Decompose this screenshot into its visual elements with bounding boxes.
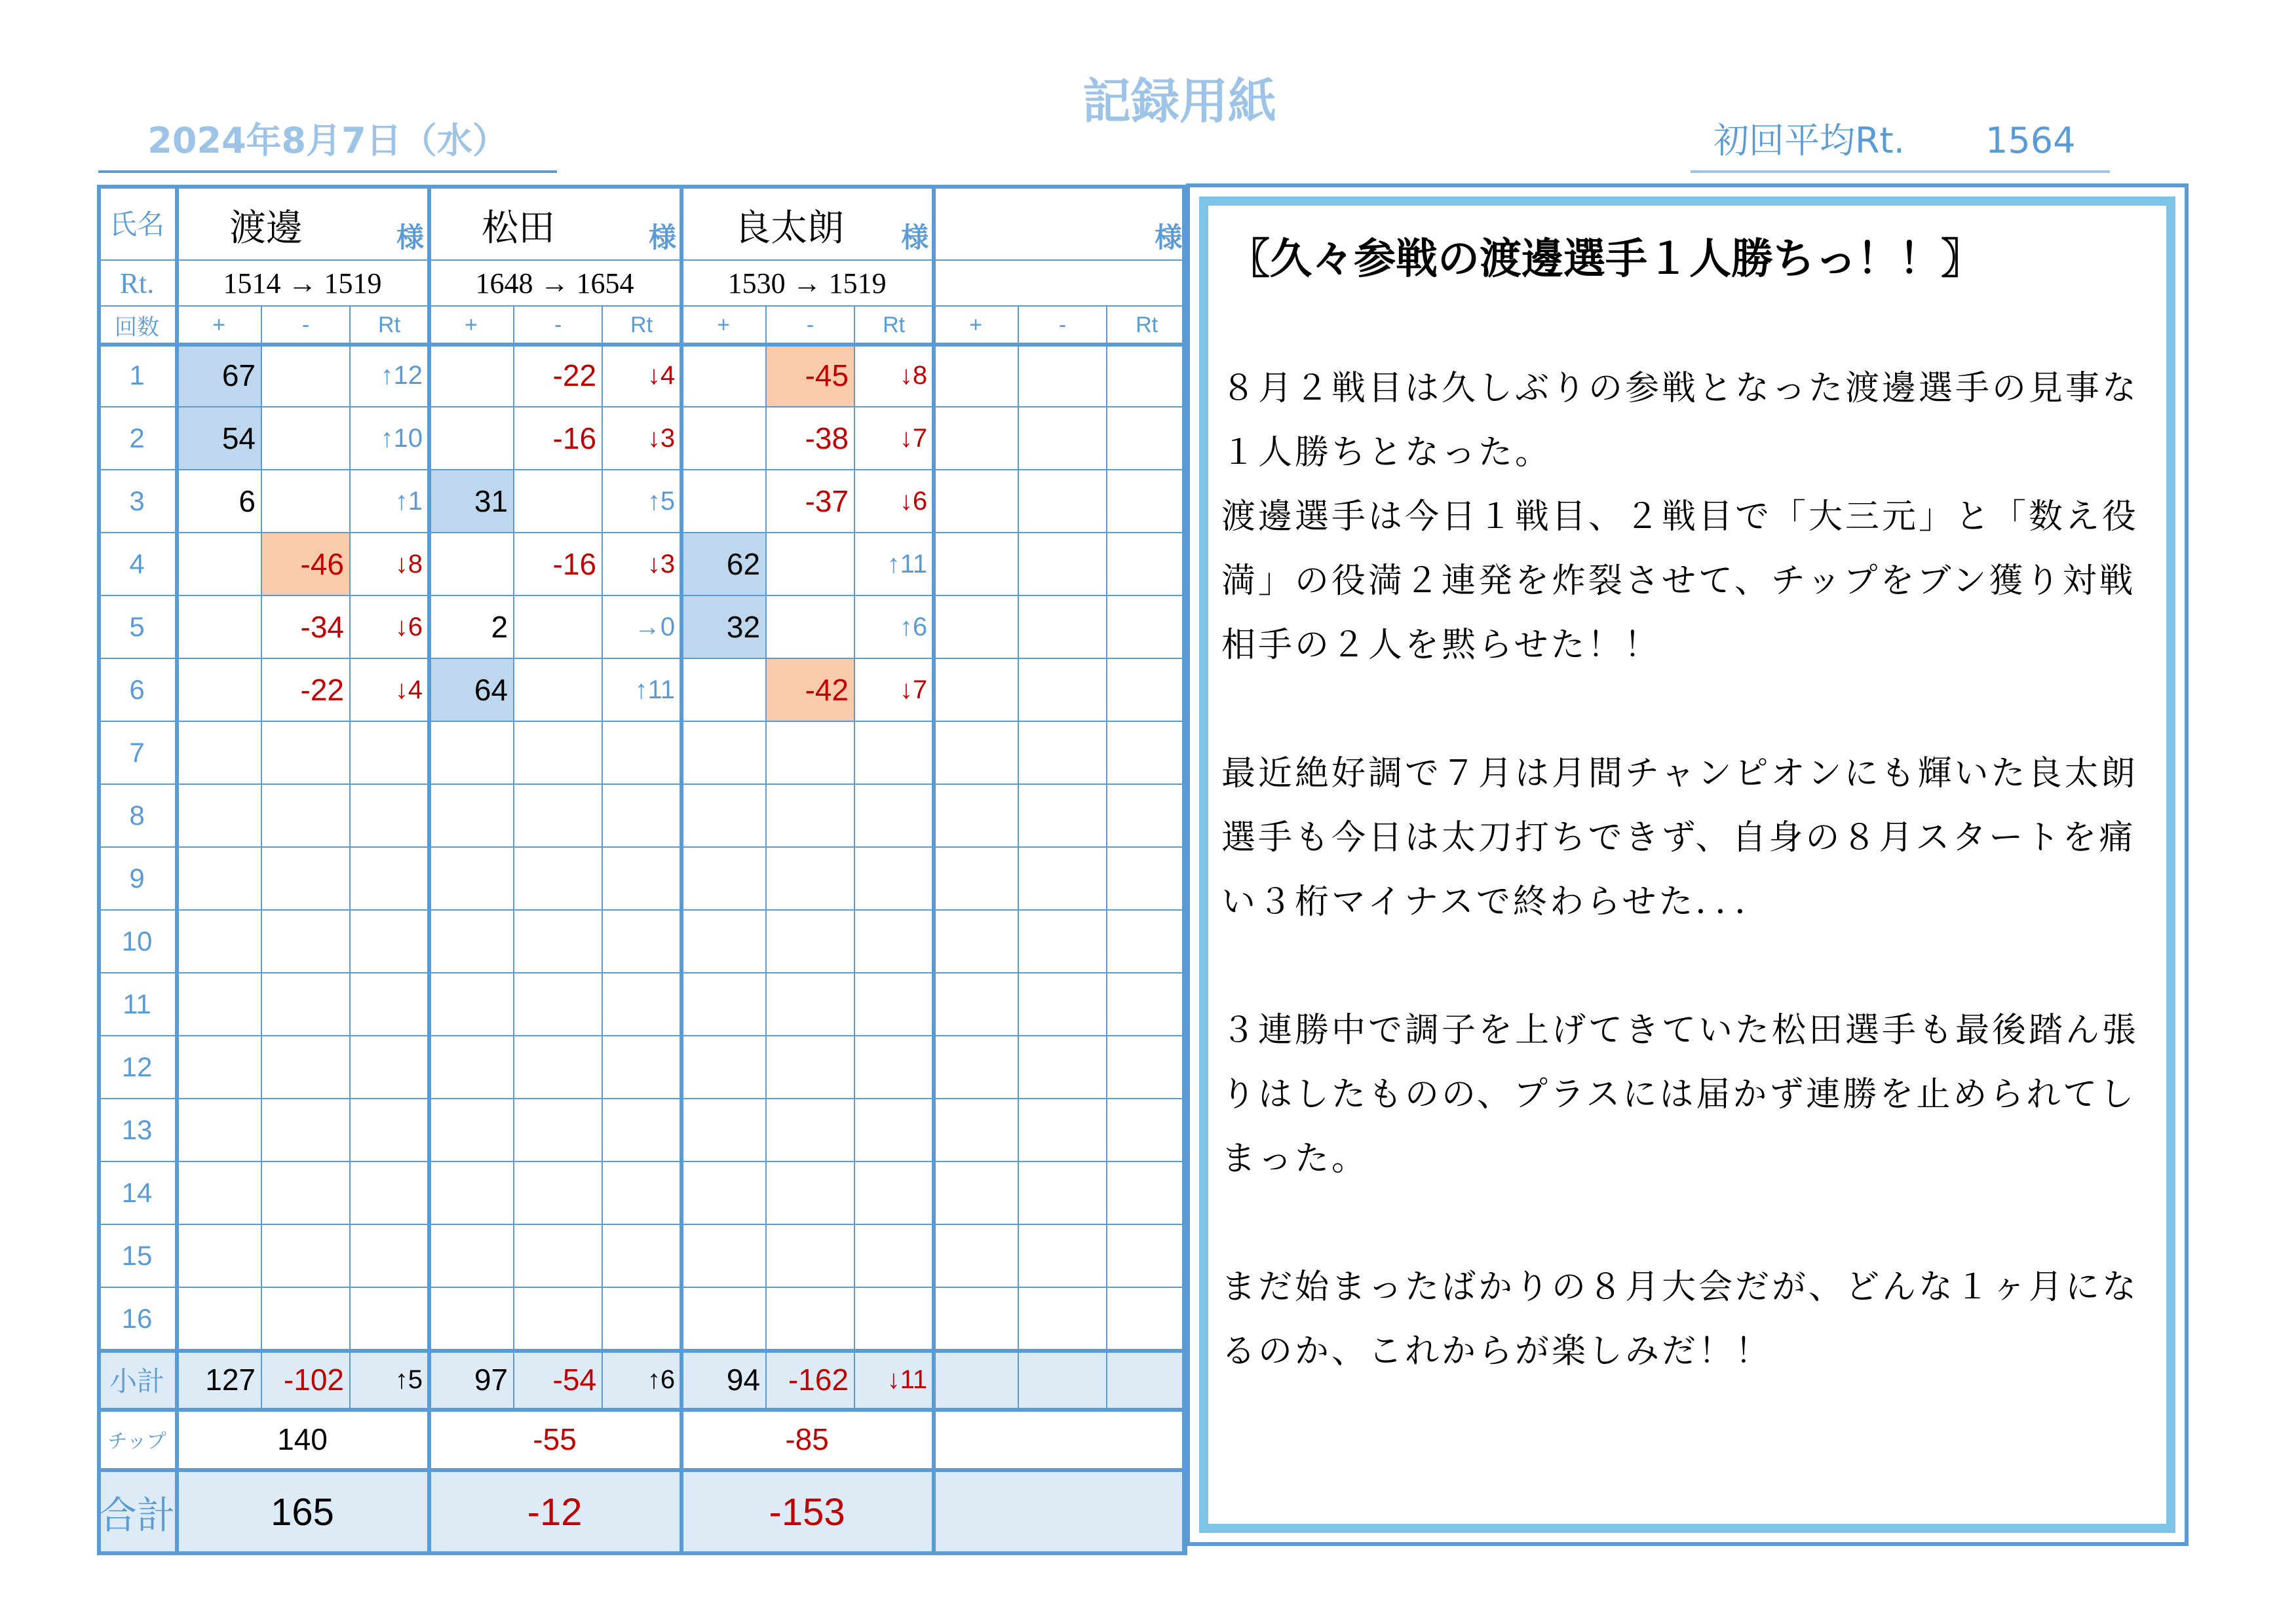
score-minus bbox=[261, 784, 350, 847]
player-rating-change: 1514 → 1519 bbox=[176, 260, 429, 306]
score-plus bbox=[681, 1224, 766, 1287]
score-minus bbox=[1018, 910, 1107, 973]
score-minus bbox=[1018, 470, 1107, 533]
page-title: 記録用紙 bbox=[1082, 73, 1276, 130]
score-plus bbox=[176, 1287, 261, 1350]
rating-delta bbox=[1107, 407, 1187, 470]
chip-value: 140 bbox=[176, 1409, 429, 1469]
rating-delta bbox=[854, 1036, 933, 1099]
rating-delta bbox=[1107, 658, 1187, 721]
score-plus bbox=[176, 910, 261, 973]
rating-delta bbox=[1107, 344, 1187, 407]
col-minus-header: - bbox=[766, 306, 854, 344]
round-number: 1 bbox=[98, 344, 176, 407]
score-minus bbox=[1018, 973, 1107, 1036]
rating-delta: ↑12 bbox=[350, 344, 429, 407]
score-plus bbox=[933, 973, 1018, 1036]
rating-delta bbox=[854, 1161, 933, 1224]
score-minus bbox=[1018, 533, 1107, 595]
rating-delta bbox=[854, 1099, 933, 1161]
row-divider bbox=[97, 343, 1186, 347]
rating-delta: ↓6 bbox=[854, 470, 933, 533]
table-row bbox=[98, 470, 1187, 533]
score-plus bbox=[176, 847, 261, 910]
round-number: 4 bbox=[98, 533, 176, 595]
honorific-sama: 様 bbox=[1155, 221, 1183, 254]
rating-delta bbox=[854, 784, 933, 847]
score-plus bbox=[429, 847, 514, 910]
round-number: 9 bbox=[98, 847, 176, 910]
player-name: 松田 bbox=[482, 207, 556, 250]
score-plus bbox=[429, 721, 514, 784]
score-plus bbox=[176, 1099, 261, 1161]
rating-delta bbox=[350, 784, 429, 847]
score-minus bbox=[514, 1287, 602, 1350]
score-minus bbox=[261, 1161, 350, 1224]
round-number: 12 bbox=[98, 1036, 176, 1099]
score-plus bbox=[429, 973, 514, 1036]
score-minus bbox=[261, 1224, 350, 1287]
score-plus bbox=[933, 407, 1018, 470]
rating-delta: ↑10 bbox=[350, 407, 429, 470]
score-minus bbox=[766, 847, 854, 910]
score-plus bbox=[933, 1224, 1018, 1287]
rating-delta bbox=[350, 910, 429, 973]
article-headline: 〖久々参戦の渡邊選手１人勝ちっ！！〗 bbox=[1228, 235, 1983, 284]
score-plus bbox=[681, 1036, 766, 1099]
table-row bbox=[98, 1036, 1187, 1099]
score-minus: -37 bbox=[766, 470, 854, 533]
total-value: 165 bbox=[176, 1469, 429, 1555]
honorific-sama: 様 bbox=[396, 221, 425, 254]
rating-delta: ↓3 bbox=[602, 407, 681, 470]
rating-delta bbox=[854, 1224, 933, 1287]
score-minus bbox=[1018, 784, 1107, 847]
score-plus bbox=[681, 470, 766, 533]
score-minus bbox=[766, 595, 854, 658]
score-plus bbox=[176, 533, 261, 595]
score-plus bbox=[681, 1161, 766, 1224]
rating-delta bbox=[350, 1224, 429, 1287]
table-row bbox=[98, 784, 1187, 847]
rating-delta: ↓6 bbox=[350, 595, 429, 658]
round-number: 7 bbox=[98, 721, 176, 784]
rating-delta bbox=[854, 721, 933, 784]
score-plus bbox=[176, 784, 261, 847]
player-name: 良太朗 bbox=[734, 207, 845, 250]
rating-delta bbox=[602, 973, 681, 1036]
initial-average-value: 1564 bbox=[1985, 120, 2076, 161]
round-number: 6 bbox=[98, 658, 176, 721]
rating-delta bbox=[1107, 533, 1187, 595]
score-plus bbox=[681, 658, 766, 721]
score-plus: 67 bbox=[176, 344, 261, 407]
label-chip: チップ bbox=[98, 1409, 176, 1469]
score-plus bbox=[933, 470, 1018, 533]
score-minus bbox=[514, 910, 602, 973]
score-minus bbox=[514, 1161, 602, 1224]
rating-delta bbox=[602, 1099, 681, 1161]
score-minus bbox=[766, 973, 854, 1036]
article-paragraph: 渡邊選手は今日１戦目、２戦目で「大三元」と「数え役満」の役満２連発を炸裂させて、チップをブン獲り対戦相手の２人を黙らせた！！ bbox=[1221, 497, 2139, 665]
round-number: 2 bbox=[98, 407, 176, 470]
score-minus bbox=[766, 784, 854, 847]
rating-delta: →0 bbox=[602, 595, 681, 658]
rating-delta bbox=[1107, 1036, 1187, 1099]
score-plus bbox=[681, 784, 766, 847]
score-plus bbox=[429, 1161, 514, 1224]
score-plus bbox=[933, 344, 1018, 407]
score-minus bbox=[261, 407, 350, 470]
rating-delta bbox=[1107, 721, 1187, 784]
initial-average-label: 初回平均Rt. bbox=[1713, 120, 1905, 161]
score-plus bbox=[933, 910, 1018, 973]
total-value: -12 bbox=[429, 1469, 681, 1555]
score-minus bbox=[514, 847, 602, 910]
score-minus bbox=[261, 344, 350, 407]
score-plus bbox=[933, 1287, 1018, 1350]
col-plus-header: + bbox=[681, 306, 766, 344]
rating-delta bbox=[1107, 1161, 1187, 1224]
score-minus bbox=[1018, 1287, 1107, 1350]
rating-delta bbox=[854, 910, 933, 973]
subtotal-rating: ↓11 bbox=[854, 1350, 933, 1409]
score-minus bbox=[1018, 658, 1107, 721]
score-plus: 6 bbox=[176, 470, 261, 533]
score-plus bbox=[681, 1099, 766, 1161]
score-plus: 32 bbox=[681, 595, 766, 658]
player-rating-change bbox=[933, 260, 1187, 306]
rating-delta bbox=[602, 847, 681, 910]
score-minus bbox=[514, 658, 602, 721]
rating-delta bbox=[602, 1036, 681, 1099]
rating-delta bbox=[350, 1287, 429, 1350]
label-rounds: 回数 bbox=[98, 306, 176, 344]
score-minus bbox=[261, 973, 350, 1036]
record-date: 2024年8月7日（水） bbox=[98, 111, 557, 173]
score-minus bbox=[514, 784, 602, 847]
score-minus: -45 bbox=[766, 344, 854, 407]
score-plus bbox=[933, 533, 1018, 595]
col-plus-header: + bbox=[933, 306, 1018, 344]
score-plus bbox=[429, 407, 514, 470]
rating-delta bbox=[602, 910, 681, 973]
rating-delta bbox=[602, 1161, 681, 1224]
score-plus: 54 bbox=[176, 407, 261, 470]
table-row bbox=[98, 847, 1187, 910]
article-frame bbox=[1199, 197, 2175, 1533]
score-minus: -42 bbox=[766, 658, 854, 721]
rating-delta bbox=[854, 973, 933, 1036]
subtotal-plus: 94 bbox=[681, 1350, 766, 1409]
score-plus: 64 bbox=[429, 658, 514, 721]
round-number: 11 bbox=[98, 973, 176, 1036]
article-paragraph: ３連勝中で調子を上げてきていた松田選手も最後踏ん張りはしたものの、プラスには届かず連勝を止められてしまった。 bbox=[1221, 1011, 2139, 1179]
score-minus bbox=[766, 721, 854, 784]
rating-delta: ↓7 bbox=[854, 658, 933, 721]
score-plus bbox=[176, 1161, 261, 1224]
table-row bbox=[98, 595, 1187, 658]
round-number: 15 bbox=[98, 1224, 176, 1287]
col-minus-header: - bbox=[514, 306, 602, 344]
table-row bbox=[98, 533, 1187, 595]
score-plus bbox=[429, 533, 514, 595]
rating-delta bbox=[1107, 595, 1187, 658]
rating-delta bbox=[350, 847, 429, 910]
score-minus: -34 bbox=[261, 595, 350, 658]
row-divider bbox=[97, 1468, 1186, 1472]
col-plus-header: + bbox=[429, 306, 514, 344]
subtotal-minus: -162 bbox=[766, 1350, 854, 1409]
col-plus-header: + bbox=[176, 306, 261, 344]
score-minus bbox=[1018, 1036, 1107, 1099]
rating-delta bbox=[1107, 784, 1187, 847]
score-minus: -38 bbox=[766, 407, 854, 470]
round-number: 16 bbox=[98, 1287, 176, 1350]
score-plus bbox=[933, 721, 1018, 784]
score-minus bbox=[514, 1036, 602, 1099]
score-minus bbox=[261, 1287, 350, 1350]
score-minus bbox=[261, 1099, 350, 1161]
rating-delta bbox=[1107, 470, 1187, 533]
col-rt-header: Rt bbox=[1107, 306, 1187, 344]
rating-delta: ↓4 bbox=[602, 344, 681, 407]
rating-delta bbox=[350, 973, 429, 1036]
subtotal-minus: -102 bbox=[261, 1350, 350, 1409]
score-minus bbox=[514, 1099, 602, 1161]
table-row bbox=[98, 1287, 1187, 1350]
score-minus bbox=[1018, 407, 1107, 470]
score-plus bbox=[933, 1099, 1018, 1161]
col-rt-header: Rt bbox=[602, 306, 681, 344]
round-number: 14 bbox=[98, 1161, 176, 1224]
score-plus bbox=[176, 658, 261, 721]
initial-average bbox=[1691, 111, 2110, 173]
score-minus: -16 bbox=[514, 533, 602, 595]
score-minus bbox=[261, 847, 350, 910]
score-plus bbox=[933, 847, 1018, 910]
table-row bbox=[98, 407, 1187, 470]
subtotal-minus bbox=[1018, 1350, 1107, 1409]
subtotal-plus: 97 bbox=[429, 1350, 514, 1409]
rating-delta: ↓8 bbox=[854, 344, 933, 407]
score-plus bbox=[176, 1036, 261, 1099]
score-plus bbox=[429, 910, 514, 973]
rating-delta: ↑11 bbox=[602, 658, 681, 721]
score-minus bbox=[766, 910, 854, 973]
player-name-cell bbox=[681, 185, 933, 260]
score-plus bbox=[429, 1099, 514, 1161]
score-minus bbox=[261, 910, 350, 973]
article-paragraph bbox=[1221, 1191, 2152, 1255]
score-minus bbox=[1018, 344, 1107, 407]
score-minus bbox=[1018, 847, 1107, 910]
player-rating-change: 1648 → 1654 bbox=[429, 260, 681, 306]
score-minus: -22 bbox=[261, 658, 350, 721]
score-plus bbox=[681, 910, 766, 973]
article-paragraph: ８月２戦目は久しぶりの参戦となった渡邊選手の見事な１人勝ちとなった。 bbox=[1221, 369, 2139, 472]
row-divider bbox=[97, 1349, 1186, 1353]
player-name-cell bbox=[429, 185, 681, 260]
article-paragraph bbox=[1221, 677, 2152, 742]
score-minus bbox=[514, 1224, 602, 1287]
score-plus bbox=[429, 1287, 514, 1350]
score-minus bbox=[514, 721, 602, 784]
score-plus bbox=[681, 344, 766, 407]
table-row bbox=[98, 344, 1187, 407]
round-number: 13 bbox=[98, 1099, 176, 1161]
score-plus bbox=[681, 1287, 766, 1350]
rating-delta bbox=[1107, 847, 1187, 910]
score-plus bbox=[176, 1224, 261, 1287]
rating-delta bbox=[350, 1099, 429, 1161]
subtotal-minus: -54 bbox=[514, 1350, 602, 1409]
score-minus bbox=[1018, 1099, 1107, 1161]
score-plus bbox=[681, 721, 766, 784]
label-name: 氏名 bbox=[98, 185, 176, 260]
honorific-sama: 様 bbox=[901, 221, 929, 254]
score-plus: 62 bbox=[681, 533, 766, 595]
chip-value bbox=[933, 1409, 1187, 1469]
score-minus bbox=[766, 1224, 854, 1287]
score-plus bbox=[429, 784, 514, 847]
rating-delta: ↑6 bbox=[854, 595, 933, 658]
col-minus-header: - bbox=[261, 306, 350, 344]
article-paragraph: 最近絶好調で７月は月間チャンピオンにも輝いた良太朗選手も今日は太刀打ちできず、自身の８月スタートを痛い３桁マイナスで終わらせた．．． bbox=[1221, 754, 2138, 922]
score-plus bbox=[176, 595, 261, 658]
round-number: 5 bbox=[98, 595, 176, 658]
rating-delta: ↑5 bbox=[602, 470, 681, 533]
label-total: 合計 bbox=[98, 1469, 176, 1555]
table-row bbox=[98, 658, 1187, 721]
label-subtotal: 小計 bbox=[98, 1350, 176, 1409]
score-plus: 31 bbox=[429, 470, 514, 533]
chip-value: -85 bbox=[681, 1409, 933, 1469]
table-row bbox=[98, 721, 1187, 784]
rating-delta: ↑11 bbox=[854, 533, 933, 595]
rating-delta bbox=[602, 1224, 681, 1287]
rating-delta bbox=[350, 721, 429, 784]
score-plus bbox=[933, 1036, 1018, 1099]
col-rt-header: Rt bbox=[854, 306, 933, 344]
chip-value: -55 bbox=[429, 1409, 681, 1469]
rating-delta bbox=[854, 847, 933, 910]
rating-delta bbox=[854, 1287, 933, 1350]
rating-delta bbox=[350, 1161, 429, 1224]
score-plus bbox=[176, 721, 261, 784]
table-row bbox=[98, 973, 1187, 1036]
row-divider bbox=[97, 1408, 1186, 1412]
score-plus bbox=[933, 595, 1018, 658]
article-paragraph bbox=[1221, 934, 2152, 998]
score-minus bbox=[1018, 721, 1107, 784]
subtotal-plus: 127 bbox=[176, 1350, 261, 1409]
player-name: 渡邊 bbox=[229, 207, 303, 250]
subtotal-rating: ↑5 bbox=[350, 1350, 429, 1409]
rating-delta: ↑1 bbox=[350, 470, 429, 533]
round-number: 3 bbox=[98, 470, 176, 533]
score-minus bbox=[261, 721, 350, 784]
score-minus bbox=[766, 1161, 854, 1224]
player-name-cell bbox=[176, 185, 429, 260]
article-body bbox=[1221, 356, 2152, 1384]
rating-delta bbox=[1107, 973, 1187, 1036]
rating-delta bbox=[350, 1036, 429, 1099]
score-minus bbox=[766, 1287, 854, 1350]
table-row bbox=[98, 910, 1187, 973]
score-minus bbox=[1018, 595, 1107, 658]
score-plus bbox=[176, 973, 261, 1036]
rating-delta bbox=[1107, 910, 1187, 973]
score-plus bbox=[681, 847, 766, 910]
article-paragraph: まだ始まったばかりの８月大会だが、どんな１ヶ月になるのか、これからが楽しみだ！！ bbox=[1221, 1268, 2139, 1371]
total-value: -153 bbox=[681, 1469, 933, 1555]
score-minus bbox=[766, 1036, 854, 1099]
score-minus: -46 bbox=[261, 533, 350, 595]
round-number: 10 bbox=[98, 910, 176, 973]
score-minus bbox=[261, 470, 350, 533]
score-plus bbox=[933, 658, 1018, 721]
score-plus bbox=[933, 1161, 1018, 1224]
rating-delta bbox=[602, 721, 681, 784]
score-plus bbox=[681, 407, 766, 470]
rating-delta bbox=[1107, 1099, 1187, 1161]
rating-delta: ↓4 bbox=[350, 658, 429, 721]
score-minus: -22 bbox=[514, 344, 602, 407]
rating-delta: ↓8 bbox=[350, 533, 429, 595]
col-rt-header: Rt bbox=[350, 306, 429, 344]
table-row bbox=[98, 1224, 1187, 1287]
col-minus-header: - bbox=[1018, 306, 1107, 344]
score-plus bbox=[933, 784, 1018, 847]
score-minus bbox=[766, 1099, 854, 1161]
rating-delta bbox=[1107, 1287, 1187, 1350]
score-plus bbox=[429, 1036, 514, 1099]
score-minus: -16 bbox=[514, 407, 602, 470]
total-value bbox=[933, 1469, 1187, 1555]
round-number: 8 bbox=[98, 784, 176, 847]
table-row bbox=[98, 1099, 1187, 1161]
score-minus bbox=[261, 1036, 350, 1099]
rating-delta: ↓3 bbox=[602, 533, 681, 595]
article-panel bbox=[1186, 183, 2189, 1546]
player-name-cell bbox=[933, 185, 1187, 260]
score-minus bbox=[1018, 1224, 1107, 1287]
rating-delta bbox=[602, 1287, 681, 1350]
score-minus bbox=[514, 973, 602, 1036]
player-rating-change: 1530 → 1519 bbox=[681, 260, 933, 306]
subtotal-plus bbox=[933, 1350, 1018, 1409]
score-minus bbox=[514, 470, 602, 533]
label-rt: Rt. bbox=[98, 260, 176, 306]
score-minus bbox=[1018, 1161, 1107, 1224]
subtotal-rating: ↑6 bbox=[602, 1350, 681, 1409]
score-plus bbox=[429, 344, 514, 407]
score-plus bbox=[681, 973, 766, 1036]
rating-delta bbox=[602, 784, 681, 847]
score-minus bbox=[514, 595, 602, 658]
score-plus bbox=[429, 1224, 514, 1287]
honorific-sama: 様 bbox=[649, 221, 677, 254]
score-minus bbox=[766, 533, 854, 595]
rating-delta bbox=[1107, 1224, 1187, 1287]
subtotal-rating bbox=[1107, 1350, 1187, 1409]
table-row bbox=[98, 1161, 1187, 1224]
score-plus: 2 bbox=[429, 595, 514, 658]
rating-delta: ↓7 bbox=[854, 407, 933, 470]
